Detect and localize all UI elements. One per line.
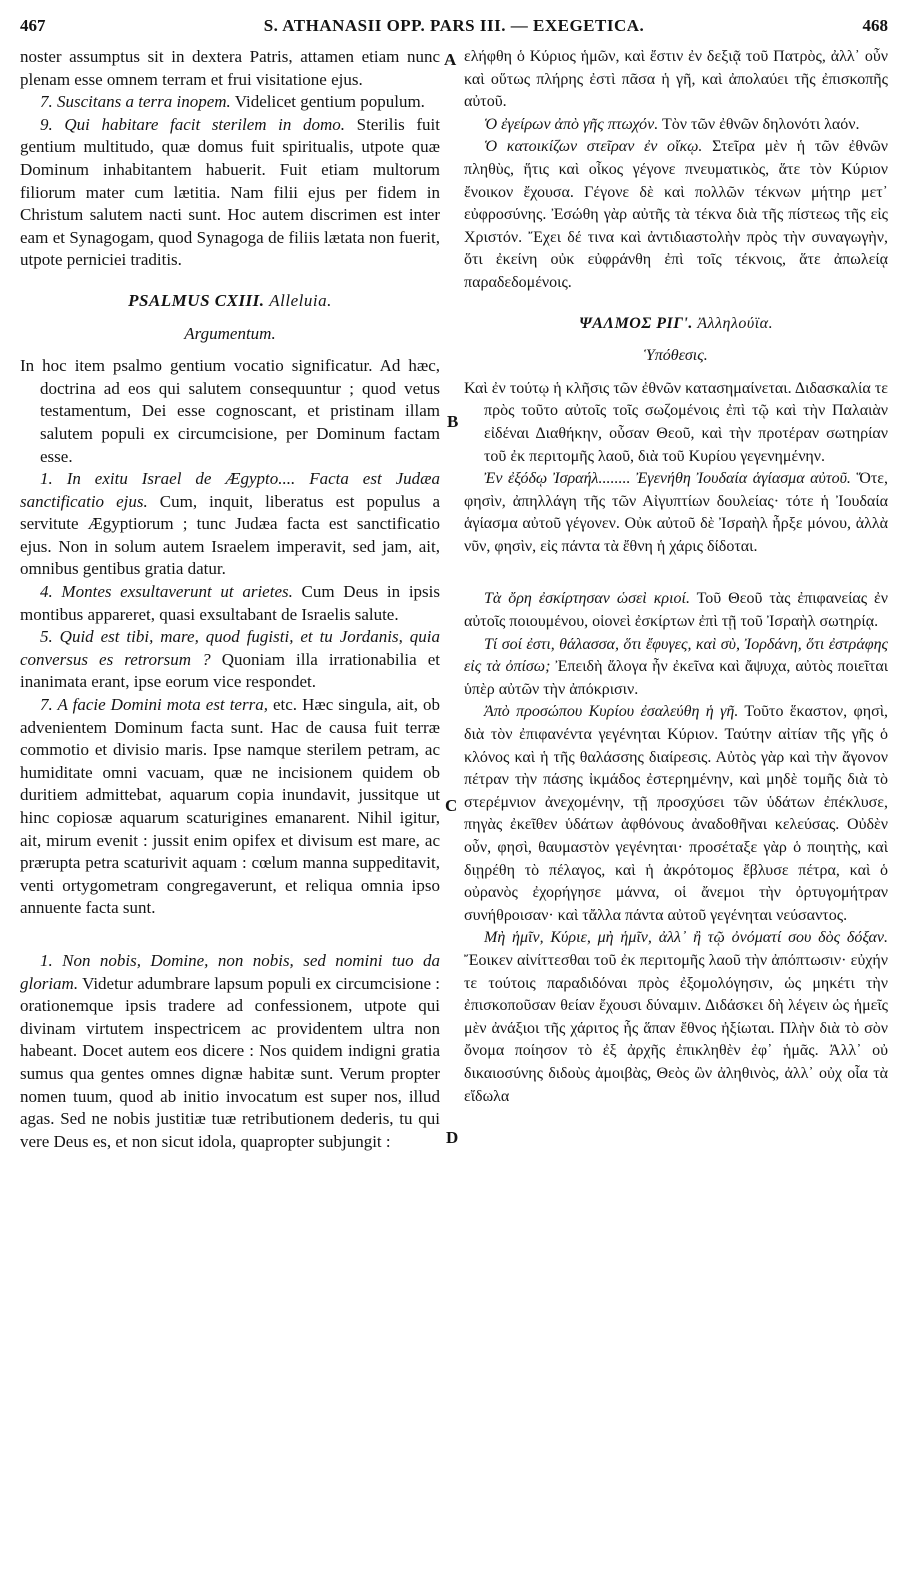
latin-paragraph: In hoc item psalmo gentium vocatio significatur. Ad hæc, doctrina ad eos qui salutem consequuntur ; quod vetus testamentum, Dei esse cognoscant, et pristinam illam salutem populi ex circumcisione, per Dominum factam esse.	[20, 356, 440, 466]
greek-psalm-title	[464, 313, 888, 336]
latin-verse-lemma: 9. Qui habitare facit sterilem in domo.	[40, 114, 346, 134]
latin-verse-lemma: 7. Suscitans a terra inopem.	[40, 92, 231, 112]
latin-commentary: Cum Deus in ipsis montibus appareret, quasi exsultabant de Israelis salute.	[20, 582, 440, 624]
latin-paragraph: noster assumptus sit in dextera Patris, attamen etiam nunc plenam esse omnem terram et frui visitatione ejus.	[20, 47, 440, 89]
latin-paragraph	[20, 626, 440, 694]
greek-verse-lemma: Ὁ ἐγείρων ἀπὸ γῆς πτωχόν.	[484, 115, 659, 133]
greek-psalm-alleluia: Ἀλληλούϊα.	[697, 314, 774, 332]
latin-verse-lemma: 5. Quid est tibi, mare, quod fugisti, et tu Jordanis, quia conversus es retrorsum ?	[20, 627, 440, 669]
latin-commentary: Sterilis fuit gentium multitudo, quæ domus fuit spiritualis, utpote quæ Dominum inhabitantem habuerit. Fuit etiam multorum filiorum mater cum lætitia. Nam filii ejus per fidem in Christum salutem nacti sunt. Hoc autem discrimen est inter eam et Synagogam, quod Synagoga de filiis lætata non fuerit, utpote perniciei traditis.	[20, 114, 440, 270]
greek-paragraph	[464, 927, 888, 1108]
latin-paragraph	[20, 950, 440, 1153]
greek-verse-lemma: Μὴ ἡμῖν, Κύριε, μὴ ἡμῖν, ἀλλ᾽ ἢ τῷ ὀνόματί σου δὸς δόξαν.	[484, 929, 888, 947]
greek-verse-lemma: Ὁ κατοικίζων στεῖραν ἐν οἴκῳ.	[484, 138, 703, 156]
page-number-right: 468	[862, 16, 888, 35]
greek-commentary: Τοῦτο ἕκαστον, φησὶ, διὰ τὸν ἐπιφανέντα γεγένηται Κύριον. Ταύτην αἰτίαν τῆς γῆς ὁ κλόνος καὶ ἡ τῆς θαλάσσης διαίρεσις. Αὐτὸς γὰρ καὶ τὴν ἄγονον πέτραν τὴν πάσης ἰκμάδος ἐστερημένην, καὶ μηδὲ τομῆς διὰ τὸ στερέμνιον ἀνεχομένην, τῇ προσχύσει τῶν ὑδάτων ἐπέκλυσε, πηγὰς ἐκεῖθεν ὑδάτων ἀφθόνους ἀναδοθῆναι κελεύσας. Οὐδὲν οὖν, φησὶ, θαυμαστὸν γεγένηται· προσέταξε γὰρ ὁ ποιητὴς, καὶ διῃρέθη τὸ πέλαγος, καὶ ἡ ἀκρότομος ἔβλυσε πέτρα, καὶ ὁ οὐρανὸς ἐχορήγησε μάννα, οἱ ἄνεμοι τὴν ὀρτυγομήτραν συνήθροισαν· καὶ τἄλλα πάντα αὐτοῦ γεγένηται νεύσαντος.	[464, 703, 889, 924]
section-gap	[20, 920, 440, 950]
latin-psalm-title	[20, 290, 440, 313]
latin-psalm-number: PSALMUS CXIII.	[128, 290, 265, 310]
latin-psalm-alleluia: Alleluia.	[269, 290, 332, 310]
greek-paragraph	[464, 588, 888, 633]
section-gap	[464, 558, 888, 588]
greek-paragraph	[464, 136, 888, 294]
greek-commentary: Ἔοικεν αἰνίττεσθαι τοῦ ἐκ περιτομῆς λαοῦ τὴν ἀπόπτωσιν· εὐχήν τε τούτοις παραδιδόναι πρὸς ἐξομολόγησιν, ὡς μηκέτι τὴν ἐπισκοποῦσαν θείαν ἔχουσι δύναμιν. Διδάσκει δὴ λέγειν ὡς ἡμεῖς μὲν ἀνάξιοι τῆς χάριτος ἧς ἅπαν ἔθνος ἠξίωται. Πλὴν διὰ τὸ σὸν ὄνομα ποίησον τὸ ἐξ ἀρχῆς ἐπικληθὲν ἐφ᾽ ἡμᾶς. Ἀλλ᾽ οὐ δικαιοσύνης διδοὺς ἀμοιβὰς, Θεὸς ὢν ἀληθινὸς, ἀλλ᾽ οὐχ οἷα τὰ εἴδωλα	[464, 951, 888, 1105]
greek-paragraph	[464, 468, 888, 558]
greek-commentary: Τὸν τῶν ἐθνῶν δηλονότι λαόν.	[658, 115, 860, 133]
greek-verse-lemma: Τὰ ὄρη ἐσκίρτησαν ὡσεὶ κριοί.	[484, 590, 690, 608]
latin-column	[20, 46, 440, 1153]
latin-verse-lemma: 7. A facie Domini mota est terra,	[40, 695, 268, 715]
greek-paragraph: Καὶ ἐν τούτῳ ἡ κλῆσις τῶν ἐθνῶν κατασημαίνεται. Διδασκαλία τε πρὸς τοῦτο αὐτοῖς τοῖς σωζομένοις ἐπὶ τῷ καὶ τὴν Παλαιὰν εἰδέναι Διαθήκην, οὖσαν Θεοῦ, καὶ τὴν προτέραν σωτηρίαν τοῦ ἐκ περιτομῆς λαοῦ, διὰ τοῦ Κυρίου γεγενημένην.	[464, 379, 888, 465]
greek-column	[464, 46, 888, 1108]
latin-verse-lemma: 1. In exitu Israel de Ægypto.... Facta est Judæa sanctificatio ejus.	[20, 469, 440, 511]
greek-psalm-number: ΨΑΛΜΟΣ ΡΙΓ'.	[578, 314, 693, 332]
latin-verse-lemma: 4. Montes exsultaverunt ut arietes.	[40, 582, 293, 602]
greek-paragraph	[464, 634, 888, 702]
margin-mark-b: B	[447, 412, 459, 431]
latin-commentary: Cum, inquit, liberatus est populus a servitute Ægyptiorum ; tunc Judæa facta est sanctificatio ejus. Non in solum autem Israelem imperavit, sed jam, ait, omnibus gentibus gratia datur.	[20, 491, 440, 579]
latin-commentary: Videtur adumbrare lapsum populi ex circumcisione : orationemque ipsis tradere ad confessionem, utpote qui divinam virtutem inspectricem ac providentem ultra non habeant. Docet autem eos dicere : Nos quidem indigni gratia sumus qua gentes omnes dignæ habitæ sunt. Verum propter nomen tuum, quod ab initio invocatum est super nos, illud agas. Sed ne nobis justitiæ tuæ retributionem dederis, tu qui vere Deus es, et non sicut idola, quapropter subjungit :	[20, 973, 440, 1151]
latin-paragraph	[20, 91, 440, 114]
margin-mark-a: A	[444, 50, 457, 69]
latin-argumentum-heading: Argumentum.	[184, 323, 276, 343]
margin-mark-c: C	[445, 796, 458, 815]
greek-commentary: Τοῦ Θεοῦ τὰς ἐπιφανείας ἐν αὐτοῖς ποιουμένου, οἱονεὶ ἐσκίρτων ἐπὶ τῇ τοῦ Ἰσραὴλ σωτηρίᾳ.	[464, 590, 889, 631]
latin-commentary: etc. Hæc singula, ait, ob advenientem Dominum facta sunt. Hac de causa fuit terræ commotio et divisio maris. Ipse namque sterilem petram, ac humiditate omni vacuam, quæ ne incisionem quidem ob duritiem admittebat, aquarum copia inundavit, jussitque ut hinc copiosæ aquarum scaturigines emanarent. Nihil igitur, ait, mirum evenit : jussit enim opifex et divisum est mare, ac prærupta petra scaturivit aquam : cœlum manna suppeditavit, venti ortygometram congregaverunt, et reliqua omnia ipso annuente facta sunt.	[20, 695, 440, 918]
greek-verse-lemma: Ἀπὸ προσώπου Κυρίου ἐσαλεύθη ἡ γῆ.	[484, 703, 739, 721]
greek-verse-lemma: Τί σοί ἐστι, θάλασσα, ὅτι ἔφυγες, καὶ σὺ, Ἰορδάνη, ὅτι ἐστράφης εἰς τὰ ὀπίσω;	[464, 635, 888, 676]
greek-paragraph	[464, 701, 888, 927]
latin-paragraph	[20, 114, 440, 272]
greek-commentary: Ὅτε, φησὶν, ἀπηλλάγη τῆς τῶν Αἰγυπτίων δουλείας· τότε ἡ Ἰουδαία ἁγίασμα αὐτοῦ γέγονεν. Οὐκ αὐτοῦ δὲ Ἰσραὴλ ἦρξε μόνου, ἀλλὰ νῦν, φησὶν, εἰς πάντα τὰ ἔθνη ἡ χάρις δίδοται.	[464, 470, 888, 555]
greek-paragraph: ελήφθη ὁ Κύριος ἡμῶν, καὶ ἔστιν ἐν δεξιᾷ τοῦ Πατρὸς, ἀλλ᾽ οὖν καὶ οὕτως πλήρης ἐστὶ πᾶσα ἡ γῆ, καὶ ἀπολαύει τῆς ἐπισκοπῆς αὐτοῦ.	[464, 48, 888, 111]
page-header	[20, 14, 888, 40]
latin-verse-lemma: 1. Non nobis, Domine, non nobis, sed nomini tuo da gloriam.	[20, 950, 440, 993]
latin-paragraph	[20, 468, 440, 581]
margin-mark-d: D	[446, 1128, 459, 1147]
latin-paragraph	[20, 694, 440, 920]
latin-paragraph	[20, 581, 440, 626]
latin-commentary: Videlicet gentium populum.	[230, 92, 425, 112]
page-number-left: 467	[20, 16, 46, 35]
latin-commentary: Quoniam illa irrationabilia et inanimata erant, ipse eorum vice respondet.	[20, 649, 440, 692]
greek-commentary: Στεῖρα μὲν ἡ τῶν ἐθνῶν πληθὺς, ἥτις καὶ οἶκος γέγονε πνευματικὸς, ἅτε τὸν Κύριον ἔνοικον ἔχουσα. Γέγονε δὲ καὶ πολλῶν τέκνων μήτηρ μετ᾽ εὐφροσύνης. Ἐσώθη γὰρ αὐτῆς τὰ τέκνα διὰ τῆς πίστεως τῆς εἰς Χριστόν. Ἔχει δέ τινα καὶ ἀντιδιαστολὴν πρὸς τὴν συναγωγὴν, ὅτι ἐκείνη οὐκ εὐφράνθη ἐπὶ τοῖς τέκνοις, ἅτε ἀπωλείᾳ παραδεδομένοις.	[464, 138, 889, 291]
greek-commentary: Ἐπειδὴ ἄλογα ἦν ἐκεῖνα καὶ ἄψυχα, αὐτὸς ποιεῖται ὑπὲρ αὐτῶν τὴν ἀπόκρισιν.	[464, 658, 889, 698]
greek-verse-lemma: Ἐν ἐξόδῳ Ἰσραήλ........ Ἐγενήθη Ἰουδαία ἁγίασμα αὐτοῦ.	[484, 470, 851, 488]
greek-paragraph	[464, 114, 888, 137]
greek-hypothesis-heading: Ὑπόθεσις.	[644, 347, 708, 365]
running-title: S. ATHANASII OPP. PARS III. — EXEGETICA.	[263, 16, 645, 35]
